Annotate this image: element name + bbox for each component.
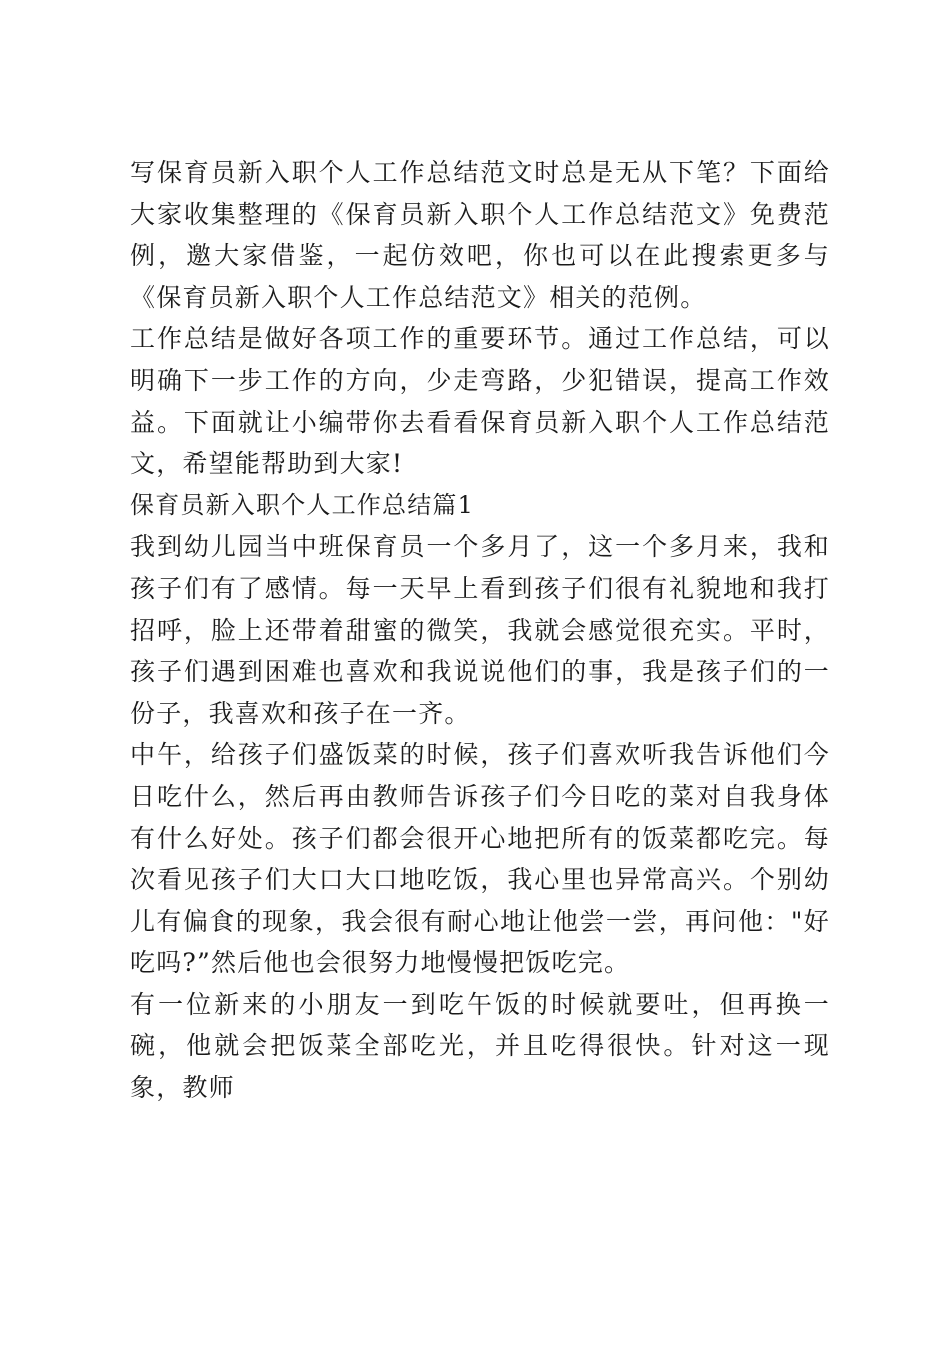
document-body	[130, 152, 830, 1109]
body-paragraph: 中午，给孩子们盛饭菜的时候，孩子们喜欢听我告诉他们今日吃什么，然后再由教师告诉孩子们今日吃的菜对自我身体有什么好处。孩子们都会很开心地把所有的饭菜都吃完。每次看见孩子们大口大口地吃饭，我心里也异常高兴。个别幼儿有偏食的现象，我会很有耐心地让他尝一尝，再问他："好吃吗?”然后他也会很努力地慢慢把饭吃完。	[130, 740, 830, 978]
body-paragraph: 有一位新来的小朋友一到吃午饭的时候就要吐，但再换一碗，他就会把饭菜全部吃光，并且吃得很快。针对这一现象，教师	[130, 989, 830, 1103]
section-title: 保育员新入职个人工作总结篇1	[130, 490, 475, 519]
intro-paragraph: 写保育员新入职个人工作总结范文时总是无从下笔？下面给大家收集整理的《保育员新入职个人工作总结范文》免费范例，邀大家借鉴，一起仿效吧，你也可以在此搜索更多与《保育员新入职个人工作总结范文》相关的范例。	[130, 158, 830, 312]
lead-paragraph: 工作总结是做好各项工作的重要环节。通过工作总结，可以明确下一步工作的方向，少走弯路，少犯错误，提高工作效益。下面就让小编带你去看看保育员新入职个人工作总结范文，希望能帮助到大家!	[130, 324, 830, 479]
body-paragraph: 我到幼儿园当中班保育员一个多月了，这一个多月来，我和孩子们有了感情。每一天早上看到孩子们很有礼貌地和我打招呼，脸上还带着甜蜜的微笑，我就会感觉很充实。平时，孩子们遇到困难也喜欢和我说说他们的事，我是孩子们的一份子，我喜欢和孩子在一齐。	[130, 532, 830, 728]
